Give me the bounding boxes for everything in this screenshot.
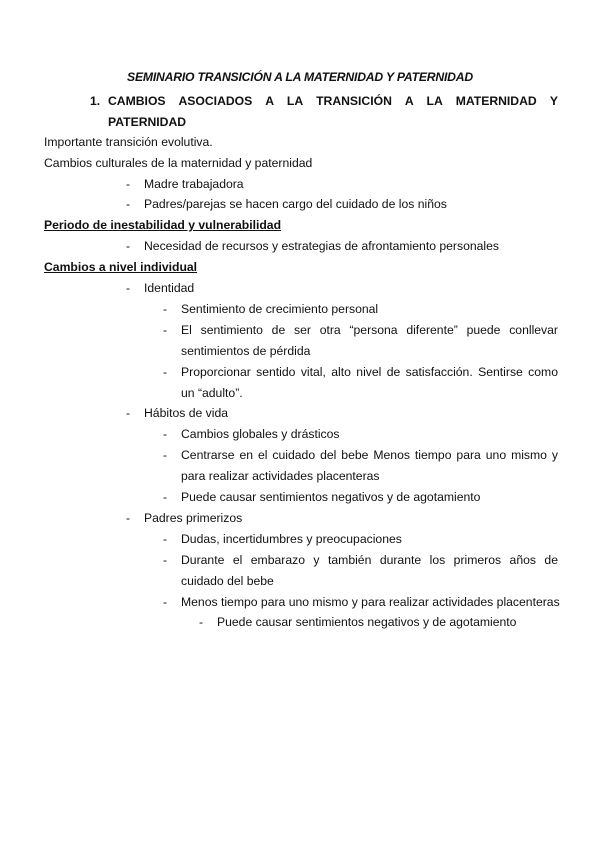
bullet-dash: -	[163, 532, 168, 546]
list-item	[163, 299, 558, 320]
list-item-text: Padres/parejas se hacen cargo del cuidado de los niños	[144, 197, 447, 211]
bullet-dash: -	[163, 427, 168, 441]
list-item-text: Necesidad de recursos y estrategias de afrontamiento personales	[144, 239, 499, 253]
list-item-text: Puede causar sentimientos negativos y de agotamiento	[181, 490, 481, 504]
section-heading-text: CAMBIOS ASOCIADOS A LA TRANSICIÓN A LA MATERNIDAD Y PATERNIDAD	[108, 94, 558, 129]
list-item	[199, 612, 558, 633]
list-item-text: Centrarse en el cuidado del bebe Menos tiempo para uno mismo y para realizar actividades placenteras	[181, 448, 558, 483]
bullet-dash: -	[163, 365, 168, 379]
bullet-dash: -	[126, 406, 131, 420]
list-item	[163, 550, 558, 592]
intro-line-1: Importante transición evolutiva.	[44, 135, 213, 149]
list-item-text: El sentimiento de ser otra “persona diferente” puede conllevar sentimientos de pérdida	[181, 323, 558, 358]
list-item	[163, 487, 558, 508]
bullet-dash: -	[163, 490, 168, 504]
list-item-text: Proporcionar sentido vital, alto nivel de satisfacción. Sentirse como un “adulto”.	[181, 365, 558, 400]
list-item-text: Puede causar sentimientos negativos y de agotamiento	[217, 615, 517, 629]
section-heading	[90, 91, 558, 133]
list-item	[163, 592, 558, 613]
intro-line-2: Cambios culturales de la maternidad y paternidad	[44, 156, 313, 170]
list-item	[163, 424, 558, 445]
bullet-dash: -	[163, 553, 168, 567]
bullet-dash: -	[126, 281, 131, 295]
bullet-dash: -	[163, 302, 168, 316]
habitos-label: Hábitos de vida	[144, 406, 229, 420]
bullet-dash: -	[163, 323, 168, 337]
list-item	[126, 174, 558, 195]
identidad-label: Identidad	[144, 281, 195, 295]
list-item-text: Cambios globales y drásticos	[181, 427, 340, 441]
bullet-dash: -	[199, 615, 204, 629]
list-item	[126, 508, 558, 529]
section-number: 1.	[90, 94, 101, 108]
bullet-dash: -	[126, 239, 131, 253]
bullet-dash: -	[126, 177, 131, 191]
bullet-dash: -	[126, 197, 131, 211]
bullet-dash: -	[163, 595, 168, 609]
list-item-text: Madre trabajadora	[144, 177, 244, 191]
list-item	[163, 529, 558, 550]
list-item	[163, 320, 558, 362]
list-item	[163, 362, 558, 404]
list-item	[126, 236, 558, 257]
bullet-dash: -	[163, 448, 168, 462]
list-item	[163, 445, 558, 487]
list-item	[126, 403, 558, 424]
list-item	[126, 194, 558, 215]
instability-heading: Periodo de inestabilidad y vulnerabilidad	[44, 218, 282, 232]
list-item-text: Sentimiento de crecimiento personal	[181, 302, 379, 316]
list-item-text: Menos tiempo para uno mismo y para realizar actividades placenteras	[181, 595, 560, 609]
individual-heading: Cambios a nivel individual	[44, 260, 198, 274]
document-title: SEMINARIO TRANSICIÓN A LA MATERNIDAD Y PATERNIDAD	[127, 70, 473, 84]
list-item-text: Durante el embarazo y también durante los primeros años de cuidado del bebe	[181, 553, 558, 588]
bullet-dash: -	[126, 511, 131, 525]
list-item	[126, 278, 558, 299]
primerizos-label: Padres primerizos	[144, 511, 243, 525]
list-item-text: Dudas, incertidumbres y preocupaciones	[181, 532, 402, 546]
